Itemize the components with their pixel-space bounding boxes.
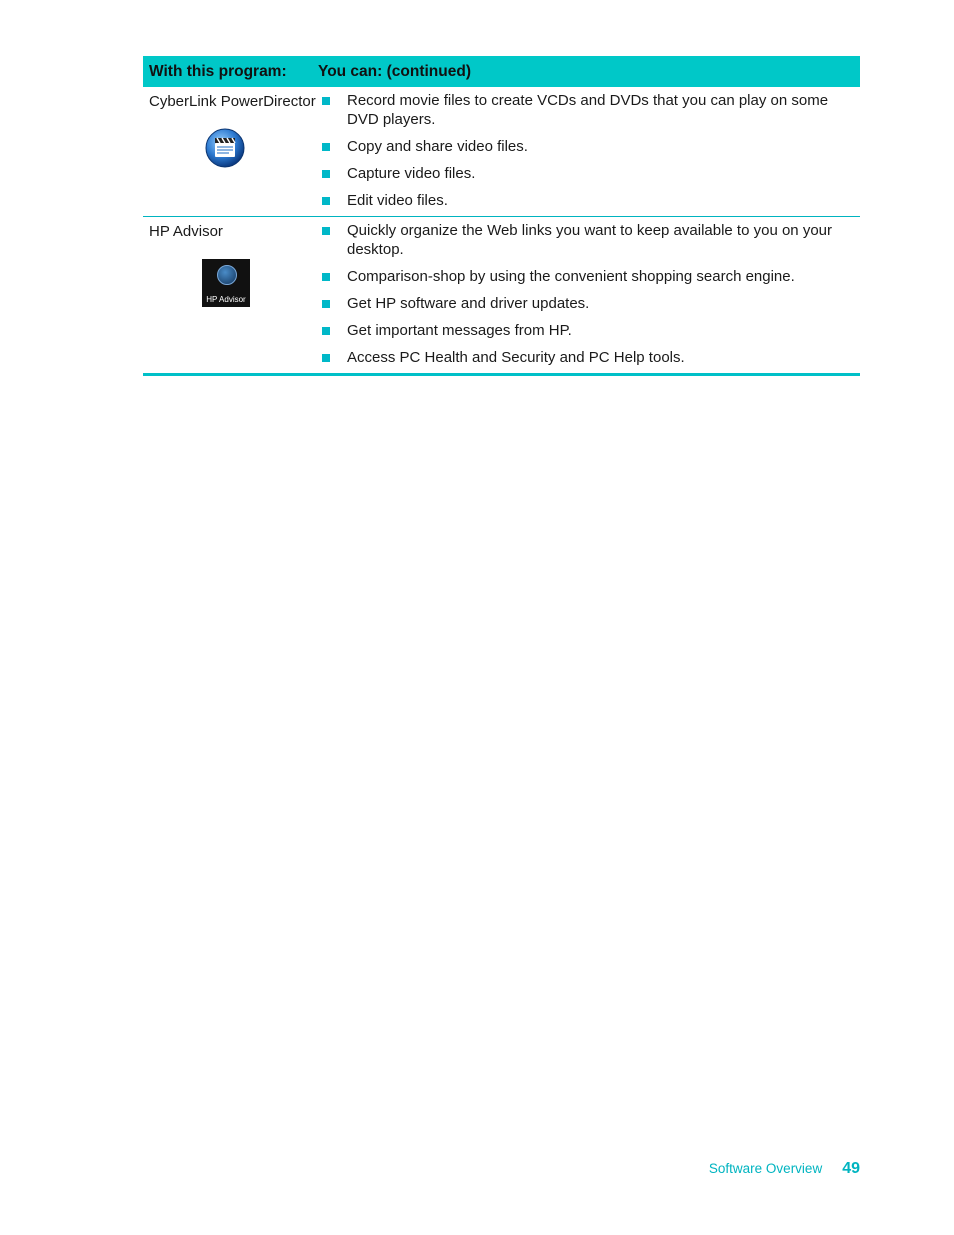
bullet-square-icon	[322, 354, 330, 362]
list-item: Copy and share video files.	[318, 137, 852, 156]
icon-caption: HP Advisor	[206, 295, 246, 304]
bullet-square-icon	[322, 273, 330, 281]
bullet-square-icon	[322, 300, 330, 308]
bullet-square-icon	[322, 327, 330, 335]
program-table	[143, 56, 860, 376]
bullet-square-icon	[322, 170, 330, 178]
bullet-list	[318, 87, 860, 216]
bullet-list	[318, 217, 860, 373]
bullet-square-icon	[322, 143, 330, 151]
program-cell	[143, 87, 318, 216]
program-cell	[143, 217, 318, 373]
section-title: Software Overview	[708, 1161, 823, 1176]
list-item: Comparison-shop by using the convenient shopping search engine.	[318, 267, 852, 286]
header-you-can: You can: (continued)	[318, 62, 471, 80]
list-item: Capture video files.	[318, 164, 852, 183]
table-row	[143, 87, 860, 217]
program-name: CyberLink PowerDirector	[149, 93, 316, 110]
header-program: With this program:	[149, 62, 287, 80]
bullet-square-icon	[322, 227, 330, 235]
bullet-square-icon	[322, 197, 330, 205]
cyberlink-powerdirector-icon	[205, 128, 245, 168]
program-name: HP Advisor	[149, 223, 223, 240]
list-item: Quickly organize the Web links you want to keep available to you on your desktop.	[318, 221, 852, 259]
list-item: Get important messages from HP.	[318, 321, 852, 340]
bullet-square-icon	[322, 97, 330, 105]
page-number: 49	[842, 1160, 860, 1177]
list-item: Record movie files to create VCDs and DVDs that you can play on some DVD players.	[318, 91, 852, 129]
page-footer	[709, 1160, 860, 1178]
list-item: Edit video files.	[318, 191, 852, 210]
table-row	[143, 217, 860, 376]
hp-advisor-icon	[202, 259, 250, 307]
list-item: Access PC Health and Security and PC Help tools.	[318, 348, 852, 367]
list-item: Get HP software and driver updates.	[318, 294, 852, 313]
table-header	[143, 56, 860, 87]
hp-logo-icon	[217, 265, 237, 285]
